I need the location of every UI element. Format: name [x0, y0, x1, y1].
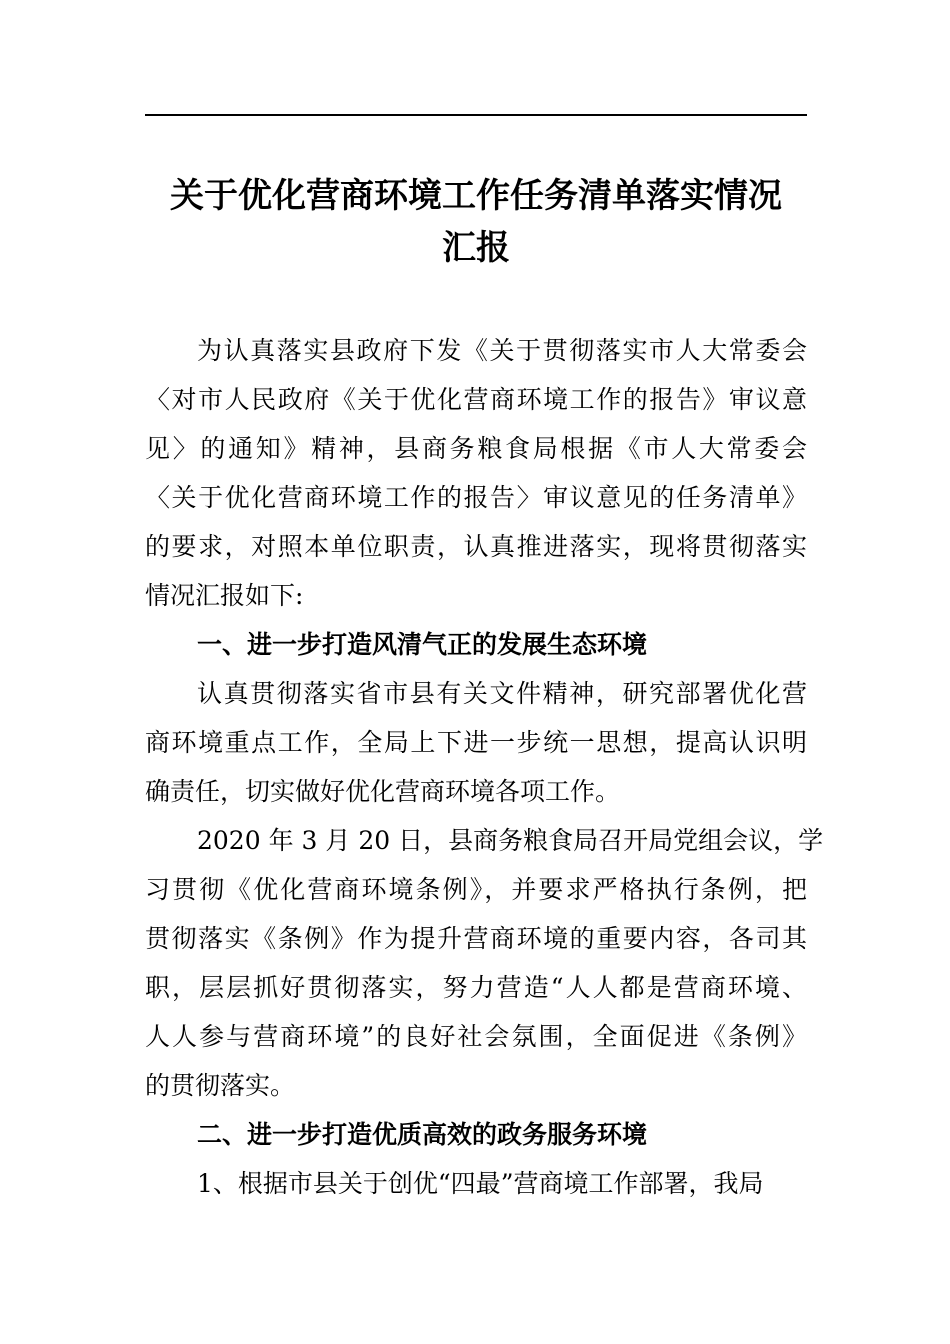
header-rule	[145, 114, 807, 116]
document-body	[145, 326, 824, 1208]
body-paragraph	[145, 326, 807, 620]
heading-line: 一、进一步打造风清气正的发展生态环境	[197, 630, 648, 659]
paragraph-line: 2020 年 3 月 20 日，县商务粮食局召开局党组会议，学	[197, 826, 824, 855]
paragraph-line: 职，层层抓好贯彻落实，努力营造“人人都是营商环境、	[145, 973, 807, 1002]
paragraph-line: 确责任，切实做好优化营商环境各项工作。	[145, 777, 621, 806]
paragraph-line: 为认真落实县政府下发《关于贯彻落实市人大常委会	[197, 336, 807, 365]
document-title	[145, 170, 807, 274]
paragraph-line: 贯彻落实《条例》作为提升营商环境的重要内容，各司其	[145, 924, 807, 953]
paragraph-line: 的贯彻落实。	[145, 1071, 296, 1100]
paragraph-line: 习贯彻《优化营商环境条例》，并要求严格执行条例，把	[145, 875, 807, 904]
paragraph-line: 〈对市人民政府《关于优化营商环境工作的报告》审议意	[145, 385, 807, 414]
paragraph-line: 认真贯彻落实省市县有关文件精神，研究部署优化营	[197, 679, 807, 708]
paragraph-line: 见〉的通知》精神，县商务粮食局根据《市人大常委会	[145, 434, 807, 463]
section-heading	[145, 1110, 807, 1159]
paragraph-line: 商环境重点工作，全局上下进一步统一思想，提高认识明	[145, 728, 807, 757]
paragraph-line: 情况汇报如下:	[145, 581, 304, 610]
title-line-1: 关于优化营商环境工作任务清单落实情况	[170, 176, 782, 216]
paragraph-line: 〈关于优化营商环境工作的报告〉审议意见的任务清单》	[145, 483, 807, 512]
body-paragraph	[145, 816, 824, 1110]
body-paragraph	[145, 669, 807, 816]
section-heading	[145, 620, 807, 669]
paragraph-line: 的要求，对照本单位职责，认真推进落实，现将贯彻落实	[145, 532, 807, 561]
paragraph-line: 1、根据市县关于创优“四最”营商境工作部署，我局	[197, 1169, 764, 1198]
paragraph-line: 人人参与营商环境”的良好社会氛围，全面促进《条例》	[145, 1022, 807, 1051]
body-paragraph	[145, 1159, 807, 1208]
title-line-2: 汇报	[442, 228, 510, 268]
heading-line: 二、进一步打造优质高效的政务服务环境	[197, 1120, 648, 1149]
